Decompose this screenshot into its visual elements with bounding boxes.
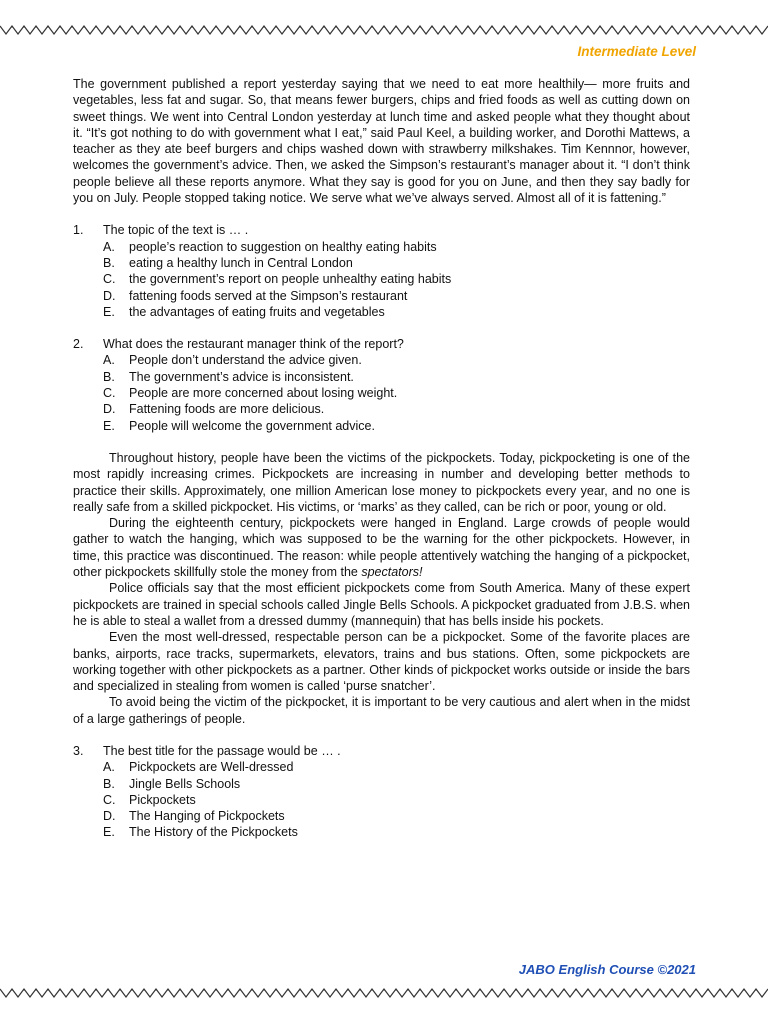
passage-2-paragraph-1: Throughout history, people have been the victims of the pickpockets. Today, pickpocketing is one of the most rapidly increasing crimes. Pickpockets are increasing in number and developing better methods to practice their skills. Approximately, one million American lose money to pickpockets every year, and no one is really safe from a skilled pickpocket. His victims, or ‘marks’ as they called, can be rich or poor, young or old.: [73, 450, 690, 514]
option-d: D. Fattening foods are more delicious.: [103, 402, 325, 417]
option-c: C. Pickpockets: [103, 792, 196, 807]
option-a: A. Pickpockets are Well-dressed: [103, 760, 294, 775]
option-e: E. People will welcome the government advice.: [103, 418, 375, 433]
option-b: B. The government’s advice is inconsistent.: [103, 369, 354, 384]
option-a: A. People don’t understand the advice given.: [103, 353, 362, 368]
question-number: 3.: [73, 743, 84, 758]
question-number: 2.: [73, 337, 84, 352]
passage-1: The government published a report yesterday saying that we need to eat more healthily— more fruits and vegetables, less fat and sugar. So, that means fewer burgers, chips and fried foods as well as cutting down on sweet things. We went into Central London yesterday at lunch time and asked people what they thought about it. “It’s got nothing to do with government what I eat,” said Paul Keel, a building worker, and Dorothi Mattews, a teacher as they ate beef burgers and chips washed down with strawberry milkshakes. Tim Kennnor, however, welcomes the government’s advice. Then, we asked the Simpson’s restaurant’s manager about it. “I don’t think people believe all these reports anymore. What they say is good for you on June, and then they say badly for you on July. People stopped taking notice. We serve what we’ve always served. Almost all of it is fattening.”: [73, 77, 690, 206]
passage-2: [73, 450, 690, 727]
question-1: [73, 222, 690, 320]
question-text: What does the restaurant manager think of the report?: [103, 337, 404, 352]
question-2: [73, 336, 690, 434]
zigzag-border-top: [0, 24, 768, 36]
emphasis-spectators: spectators!: [361, 565, 423, 580]
option-d: D. fattening foods served at the Simpson’s restaurant: [103, 288, 408, 303]
option-c: C. People are more concerned about losing weight.: [103, 386, 398, 401]
zigzag-border-bottom: [0, 987, 768, 999]
option-c: C. the government’s report on people unhealthy eating habits: [103, 272, 452, 287]
passage-2-paragraph-4: Even the most well-dressed, respectable person can be a pickpocket. Some of the favorite places are banks, airports, race tracks, supermarkets, elevators, trains and bus stations. Often, some pickpockets are working together with other pickpockets as a partner. Other kinds of pickpocket works outside or inside the bars and specialized in stealing from women is called ‘purse snatcher’.: [73, 630, 690, 694]
option-d: D. The Hanging of Pickpockets: [103, 809, 285, 824]
options-list: [73, 759, 690, 840]
options-list: [73, 239, 690, 320]
footer-copyright: JABO English Course ©2021: [518, 962, 696, 977]
passage-2-paragraph-2: During the eighteenth century, pickpockets were hanged in England. Large crowds of people would gather to watch the hanging, which was supposed to be the warning for the other pickpockets. However, in time, this practice was discontinued. The reason: while people attentively watching the hanging of a pickpocket, other pickpockets skillfully stole the money from the spectators!: [73, 516, 690, 580]
question-text: The topic of the text is … .: [103, 223, 249, 238]
question-3: [73, 743, 690, 841]
option-b: B. Jingle Bells Schools: [103, 776, 241, 791]
passage-2-paragraph-3: Police officials say that the most efficient pickpockets come from South America. Many of these expert pickpockets are trained in special schools called Jingle Bells Schools. A pickpocket graduated from J.B.S. when he is able to steal a wallet from a dressed dummy (mannequin) that has bells inside his pockets.: [73, 581, 690, 628]
level-label: Intermediate Level: [577, 44, 696, 59]
passage-2-paragraph-5: To avoid being the victim of the pickpocket, it is important to be very cautious and alert when in the midst of a large gatherings of people.: [73, 695, 690, 726]
question-number: 1.: [73, 223, 84, 238]
question-text: The best title for the passage would be … .: [103, 743, 341, 758]
option-e: E. the advantages of eating fruits and vegetables: [103, 304, 385, 319]
options-list: [73, 352, 690, 433]
option-a: A. people’s reaction to suggestion on healthy eating habits: [103, 239, 437, 254]
document-body: [73, 76, 690, 841]
option-e: E. The History of the Pickpockets: [103, 825, 298, 840]
option-b: B. eating a healthy lunch in Central London: [103, 255, 353, 270]
